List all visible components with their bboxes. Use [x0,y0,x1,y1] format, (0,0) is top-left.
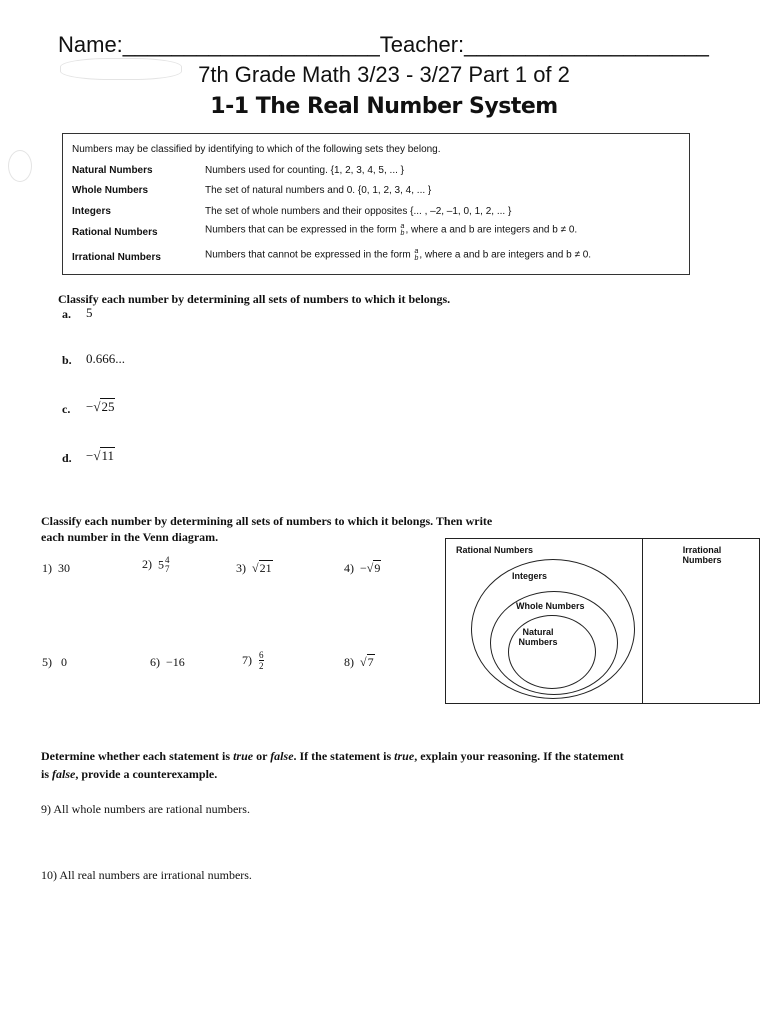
statement-10: 10) All real numbers are irrational numbers. [41,868,252,882]
fraction-a-over-b: a b [414,248,419,262]
venn-irrational-label: Irrational Numbers [682,545,722,565]
fraction-a-over-b: a b [400,223,405,237]
def-irrational [205,248,591,262]
teacher-blank[interactable]: ____________________ [464,32,709,57]
venn-natural-label: Natural Numbers [518,627,558,647]
def-irrational-after: , where a and b are integers and b ≠ 0. [419,249,592,261]
def-natural: Numbers used for counting. {1, 2, 3, 4, 5, ... } [205,165,405,176]
problem-8: 8) √7 [344,655,374,669]
problem-2: 2) 5 4 7 [142,555,170,574]
definitions-box [62,133,690,275]
problem-1: 1) 30 [42,561,70,575]
venn-integers-label: Integers [512,571,548,581]
item-b-value: 0.666... [86,351,125,366]
definitions-intro: Numbers may be classified by identifying to which of the following sets they belong. [72,144,441,155]
teacher-label: Teacher: [379,32,465,57]
statement-9: 9) All whole numbers are rational numbers. [41,802,250,816]
name-blank[interactable]: _____________________ [122,32,380,57]
margin-mark [8,150,32,182]
part3-instruction-line1: Determine whether each statement is true or false. If the statement is true, explain your reasoning. If the statement [41,749,624,763]
problem-5: 5) 0 [42,655,67,669]
name-label: Name: [58,32,123,57]
term-irrational: Irrational Numbers [72,252,161,263]
item-a-label: a. [62,307,71,321]
venn-rational-label: Rational Numbers [456,545,534,555]
problem-7: 7) $\frac{6}{2}$ [242,650,264,671]
page-title: 1-1 The Real Number System [210,94,558,119]
def-integers: The set of whole numbers and their opposites {... , –2, –1, 0, 1, 2, ... } [205,206,512,217]
venn-diagram [445,538,760,704]
problem-3: 3) √21 [236,561,272,575]
def-rational [205,223,577,237]
problem-4: 4) −√9 [344,561,381,575]
term-natural: Natural Numbers [72,165,153,176]
problem-6: 6) −16 [150,655,185,669]
venn-divider [642,539,643,703]
item-d-label: d. [62,451,72,465]
term-integers: Integers [72,206,111,217]
part3-instruction-line2: is false, provide a counterexample. [41,767,218,781]
item-c-label: c. [62,402,71,416]
def-rational-before: Numbers that can be expressed in the form [205,224,397,236]
part2-instruction-line2: each number in the Venn diagram. [41,530,219,544]
part2-instruction-line1: Classify each number by determining all sets of numbers to which it belongs. Then write [41,514,493,528]
item-b-label: b. [62,353,72,367]
term-whole: Whole Numbers [72,185,149,196]
page-subtitle: 7th Grade Math 3/23 - 3/27 Part 1 of 2 [198,62,570,87]
def-rational-after: , where a and b are integers and b ≠ 0. [405,224,578,236]
item-c-value: −√25 [86,399,115,414]
def-irrational-before: Numbers that cannot be expressed in the form [205,249,411,261]
def-whole: The set of natural numbers and 0. {0, 1, 2, 3, 4, ... } [205,185,432,196]
item-d-value: −√11 [86,448,115,463]
term-rational: Rational Numbers [72,227,158,238]
name-teacher-line [58,32,709,58]
venn-whole-label: Whole Numbers [516,601,585,611]
part1-instruction: Classify each number by determining all sets of numbers to which it belongs. [58,292,451,306]
item-a-value: 5 [86,305,93,320]
